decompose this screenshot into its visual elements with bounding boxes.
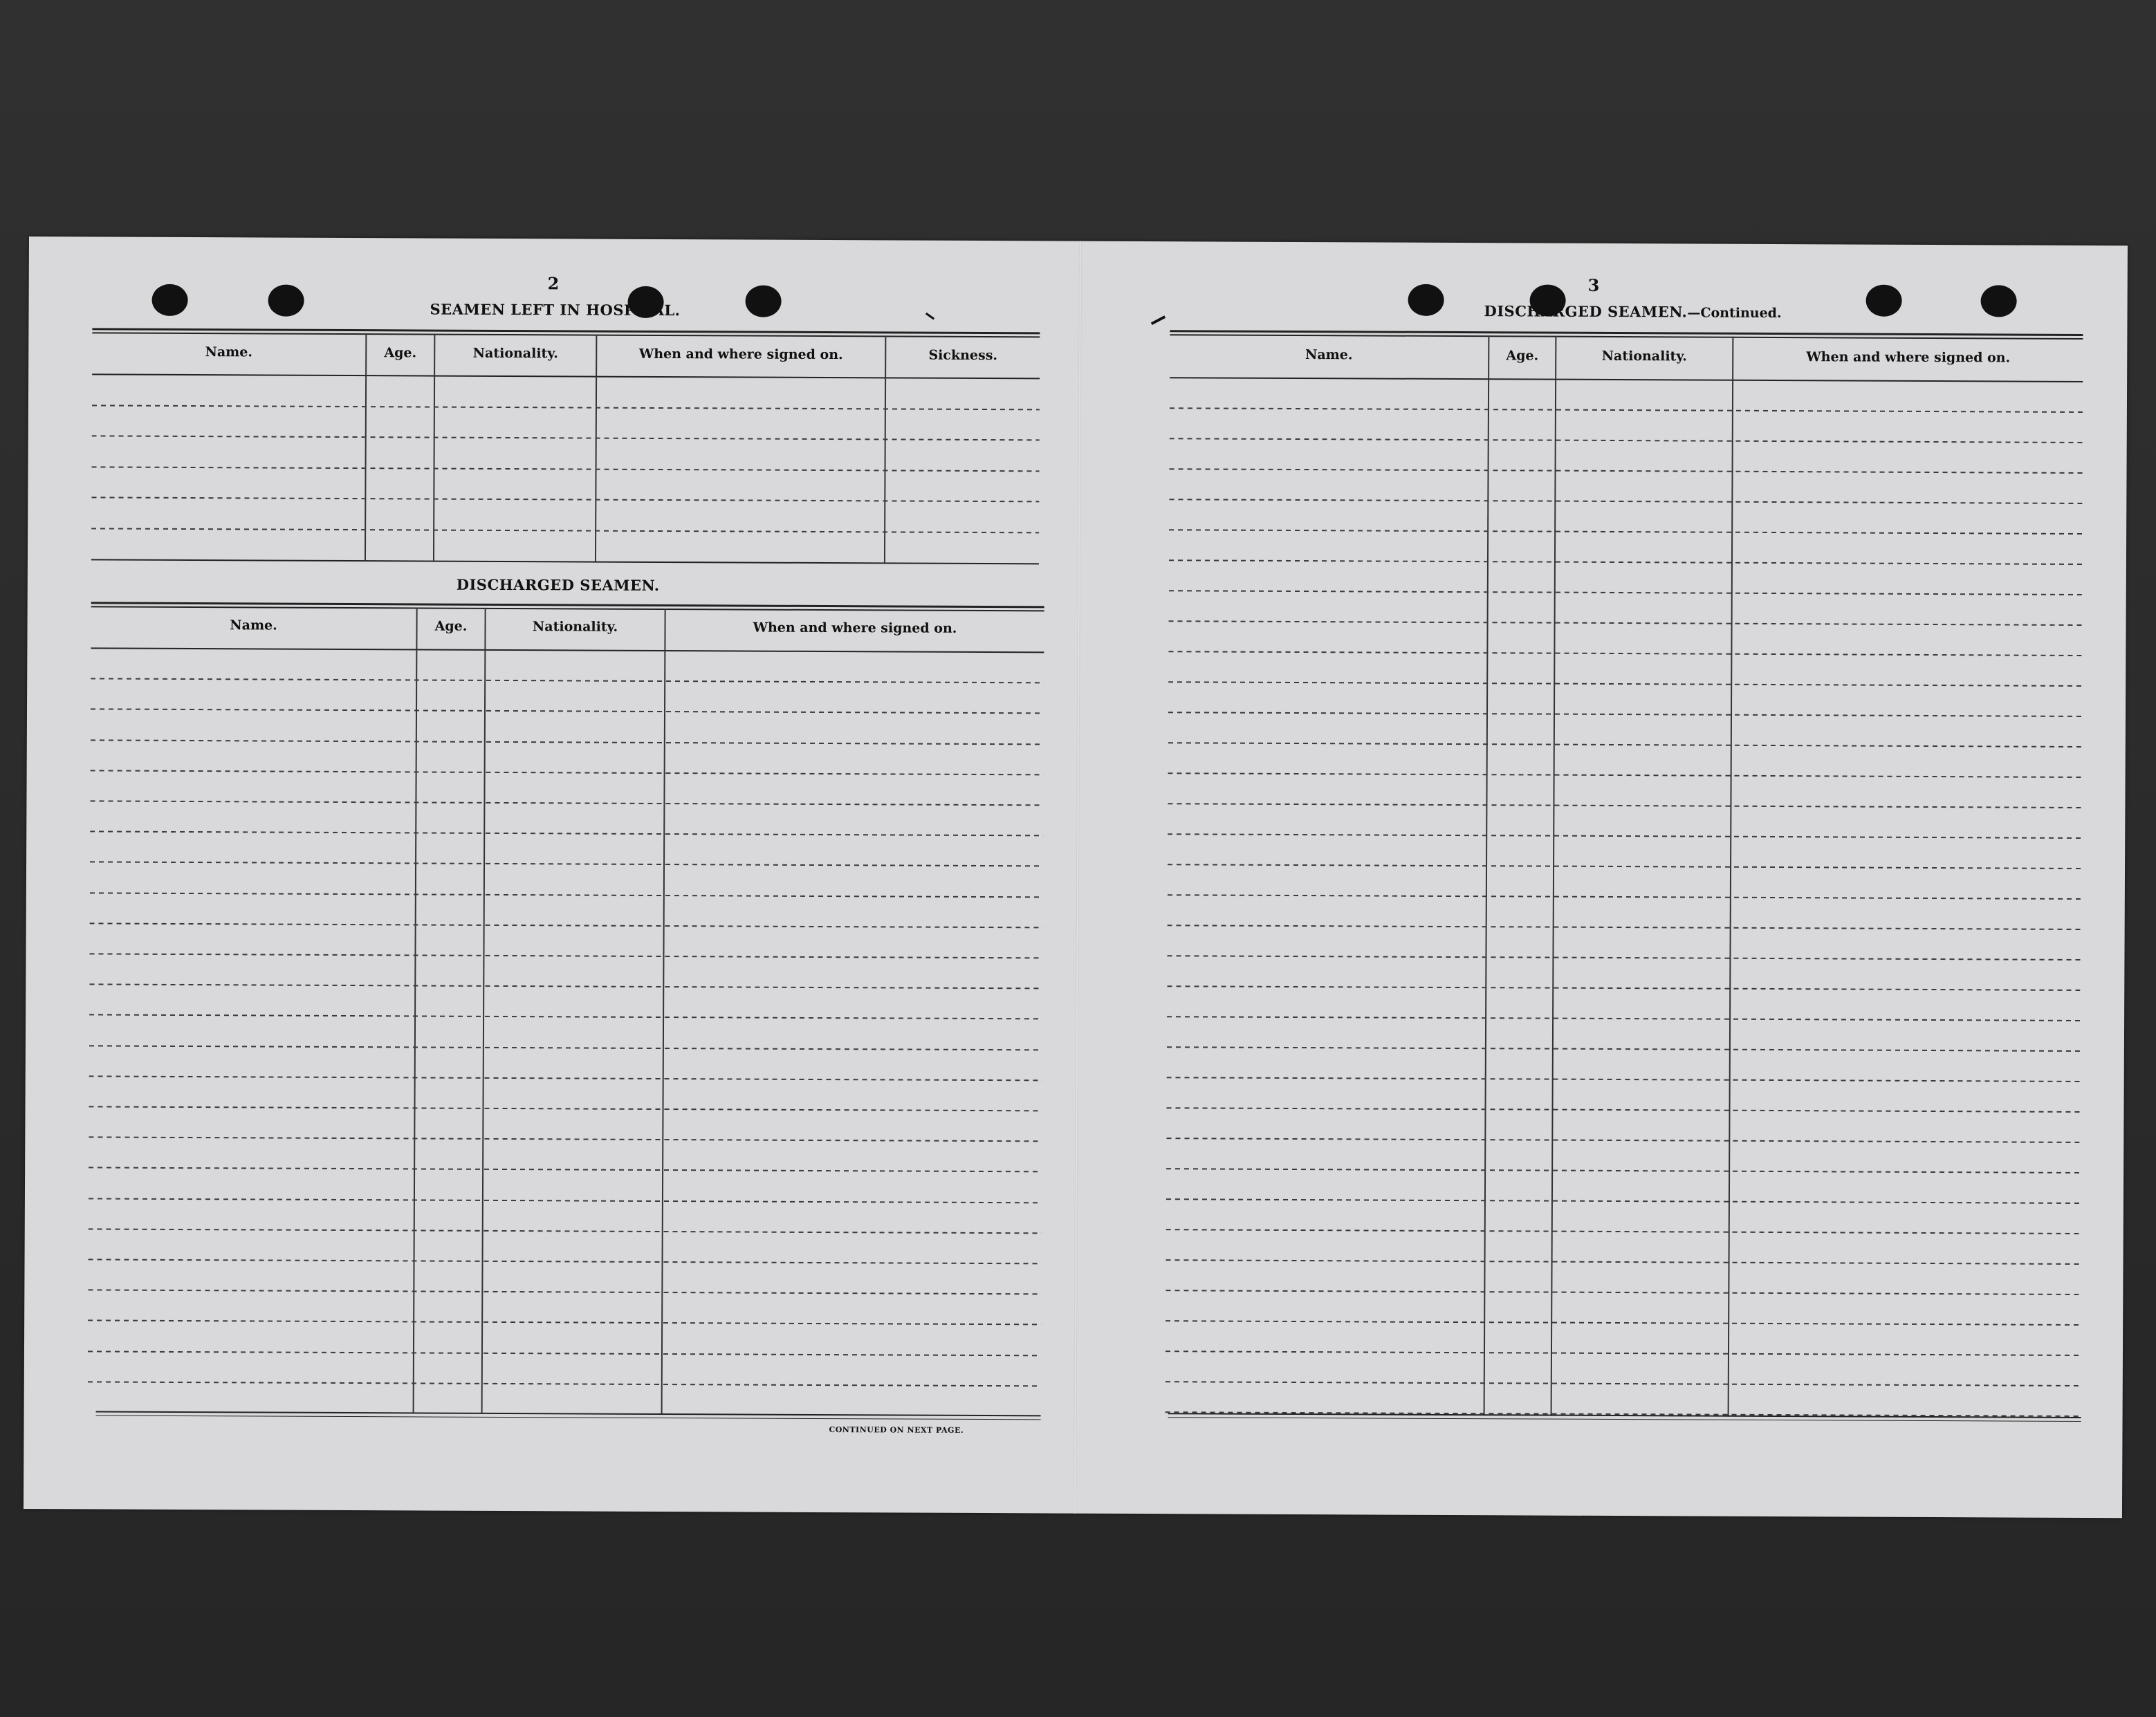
ledger-spread xyxy=(24,236,2128,1518)
ruled-line xyxy=(1168,651,2081,656)
column-divider xyxy=(1728,337,1734,1417)
ruled-line xyxy=(89,1198,1042,1203)
header-rule xyxy=(91,647,1044,653)
ruled-line xyxy=(91,678,1044,684)
header-rule xyxy=(1170,377,2083,382)
ruled-line xyxy=(92,405,1040,410)
ruled-line xyxy=(89,1075,1042,1081)
ruled-line xyxy=(1169,590,2082,595)
ruled-line xyxy=(1169,529,2082,535)
ruled-line xyxy=(1169,559,2082,565)
col-head-signed-on: When and where signed on. xyxy=(753,620,957,636)
column-divider xyxy=(365,333,367,560)
ruled-line xyxy=(1167,1016,2080,1021)
ruled-line xyxy=(1166,1259,2079,1265)
ruled-line xyxy=(90,892,1043,898)
punch-hole xyxy=(746,286,782,317)
column-divider xyxy=(433,334,435,561)
column-divider xyxy=(661,609,666,1414)
column-divider xyxy=(595,335,597,561)
ruled-line xyxy=(1170,407,2083,413)
ruled-line xyxy=(1166,1229,2079,1234)
col-head-age: Age. xyxy=(434,618,468,634)
column-divider xyxy=(1484,335,1490,1416)
ruled-line xyxy=(1168,772,2081,778)
col-head-nationality: Nationality. xyxy=(472,345,558,362)
ruled-line xyxy=(1167,1077,2080,1082)
table-bottom-rule xyxy=(91,559,1039,564)
col-head-signed-on: When and where signed on. xyxy=(1806,349,2011,366)
col-head-name: Name. xyxy=(230,618,277,633)
left-page xyxy=(24,236,1080,1514)
ruled-line xyxy=(91,739,1044,745)
ruled-line xyxy=(1167,1046,2080,1052)
punch-hole xyxy=(1408,284,1444,316)
ruled-line xyxy=(89,1014,1042,1020)
col-head-sickness: Sickness. xyxy=(928,347,998,364)
ruled-line xyxy=(1168,833,2081,839)
punch-hole xyxy=(1981,285,2017,317)
column-divider xyxy=(1551,336,1557,1416)
ruled-line xyxy=(90,862,1043,867)
ruled-line xyxy=(92,466,1040,472)
ruled-line xyxy=(1166,1198,2079,1204)
ruled-line xyxy=(88,1381,1041,1386)
page-number: 3 xyxy=(1587,275,1600,295)
ruled-line xyxy=(89,1228,1042,1234)
col-head-name: Name. xyxy=(1305,347,1353,363)
ruled-line xyxy=(89,953,1042,958)
ruled-line xyxy=(1168,712,2081,717)
ruled-line xyxy=(91,528,1039,533)
col-head-name: Name. xyxy=(205,344,253,360)
ruled-line xyxy=(1169,499,2082,504)
col-head-nationality: Nationality. xyxy=(1601,348,1687,364)
col-head-signed-on: When and where signed on. xyxy=(638,346,843,363)
ruled-line xyxy=(1167,955,2080,960)
ruled-line xyxy=(89,1259,1042,1264)
hospital-section-title: SEAMEN LEFT IN HOSPITAL. xyxy=(430,300,681,319)
ruled-line xyxy=(1166,1138,2079,1143)
ruled-line xyxy=(1165,1320,2079,1326)
column-divider xyxy=(413,607,418,1413)
ruled-line xyxy=(91,709,1044,714)
section-title-suffix: —Continued. xyxy=(1687,305,1782,322)
ruled-line xyxy=(89,1137,1042,1142)
ruled-line xyxy=(1170,438,2083,443)
punch-hole xyxy=(1866,285,1902,317)
continued-footer: CONTINUED ON NEXT PAGE. xyxy=(829,1425,964,1435)
ruled-line xyxy=(1169,620,2082,626)
header-rule xyxy=(92,373,1040,379)
section-title-main: DISCHARGED SEAMEN. xyxy=(1484,302,1688,321)
ruled-line xyxy=(88,1351,1041,1356)
right-page xyxy=(1075,241,2128,1519)
ruled-line xyxy=(89,1167,1042,1173)
ruled-line xyxy=(1165,1290,2079,1295)
page-number: 2 xyxy=(547,273,560,294)
ruled-line xyxy=(92,436,1040,441)
ink-mark xyxy=(925,313,934,320)
ruled-line xyxy=(90,800,1043,806)
ruled-line xyxy=(1168,742,2081,748)
col-head-age: Age. xyxy=(384,345,417,361)
ruled-line xyxy=(1168,681,2081,687)
ruled-line xyxy=(1168,925,2081,930)
column-divider xyxy=(884,335,886,562)
discharged-continued-title xyxy=(1484,302,1781,321)
discharged-section-title: DISCHARGED SEAMEN. xyxy=(456,575,660,594)
ruled-line xyxy=(1166,1168,2079,1173)
ruled-line xyxy=(1165,1381,2079,1386)
ruled-line xyxy=(88,1320,1041,1326)
ruled-line xyxy=(91,770,1044,775)
ruled-line xyxy=(1168,803,2081,808)
ruled-line xyxy=(88,1290,1041,1295)
punch-hole xyxy=(152,284,188,316)
ruled-line xyxy=(1170,468,2083,474)
ruled-line xyxy=(1167,1107,2080,1113)
col-head-nationality: Nationality. xyxy=(532,619,618,635)
column-divider xyxy=(481,608,486,1413)
ruled-line xyxy=(1168,864,2081,869)
table-bottom-rule xyxy=(1168,1417,2081,1422)
ruled-line xyxy=(91,497,1039,503)
ruled-line xyxy=(89,984,1042,990)
ruled-line xyxy=(90,922,1043,928)
ink-mark xyxy=(1151,315,1165,325)
ruled-line xyxy=(89,1106,1042,1111)
ruled-line xyxy=(90,831,1043,837)
punch-hole xyxy=(268,285,304,317)
ruled-line xyxy=(1165,1351,2079,1356)
ruled-line xyxy=(1167,985,2080,991)
col-head-age: Age. xyxy=(1506,348,1539,364)
ruled-line xyxy=(89,1045,1042,1050)
ruled-line xyxy=(1168,894,2081,900)
